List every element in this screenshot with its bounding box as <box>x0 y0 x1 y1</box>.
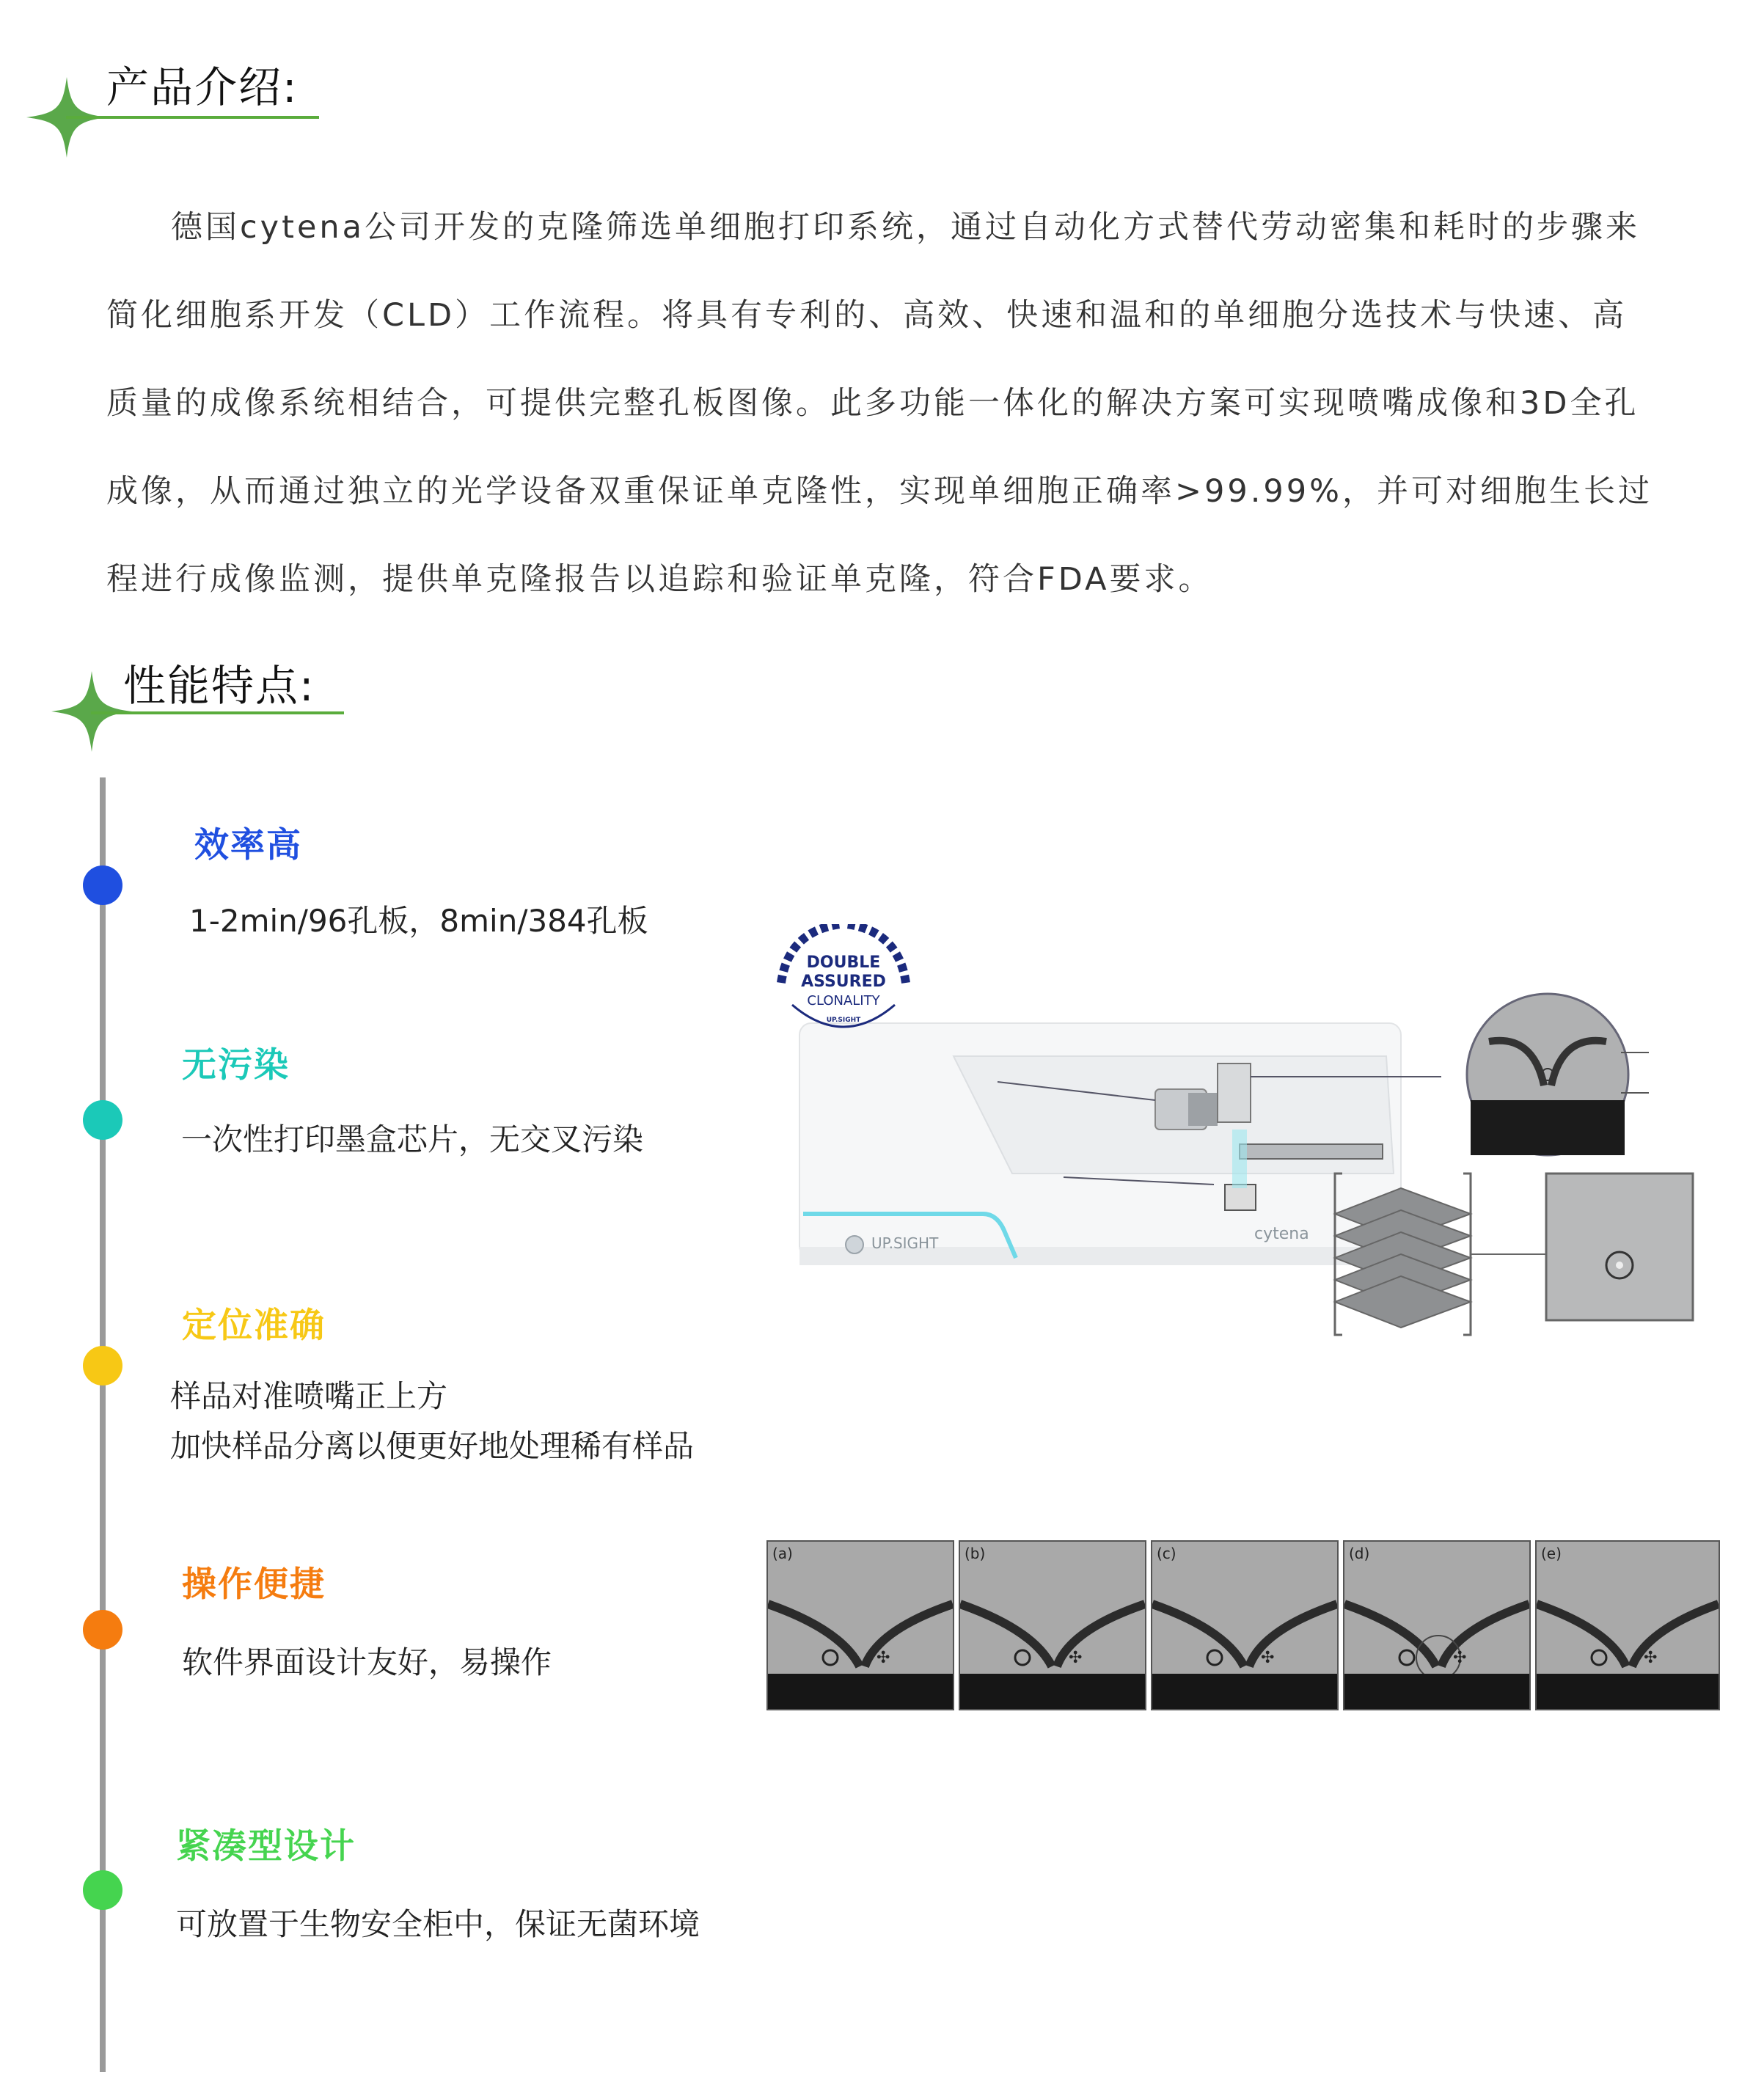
feature-title: 紧凑型设计 <box>176 1826 356 1867</box>
device-illustration <box>755 924 1727 1350</box>
badge-line: DOUBLE <box>806 953 881 972</box>
device-svg <box>755 924 1727 1350</box>
badge-line: CLONALITY <box>807 993 880 1008</box>
section-title-features: 性能特点: <box>123 661 315 711</box>
nozzle-panel <box>766 1540 954 1710</box>
feature-desc: 加快样品分离以便更好地处理稀有样品 <box>170 1428 695 1464</box>
title-underline <box>91 711 344 714</box>
nozzle-image-strip <box>766 1540 1719 1713</box>
panel-label: (e) <box>1541 1545 1562 1562</box>
title-underline <box>66 116 319 119</box>
nozzle-panel <box>1151 1540 1339 1710</box>
badge-line: UP.SIGHT <box>826 1017 861 1024</box>
timeline-dot <box>83 1610 122 1650</box>
feature-desc: 软件界面设计友好，易操作 <box>182 1644 552 1680</box>
svg-text:✣: ✣ <box>1453 1649 1467 1667</box>
feature-title: 效率高 <box>194 825 302 865</box>
device-label: UP.SIGHT <box>871 1234 939 1252</box>
feature-title: 操作便捷 <box>182 1564 326 1605</box>
timeline-dot <box>83 1346 122 1385</box>
intro-paragraph-block <box>106 183 1661 623</box>
nozzle-panel <box>1535 1540 1720 1710</box>
nozzle-panel <box>1343 1540 1531 1710</box>
badge-line: ASSURED <box>801 973 886 991</box>
timeline-dot <box>83 1870 122 1910</box>
svg-text:✣: ✣ <box>1644 1649 1658 1667</box>
timeline-dot <box>83 1100 122 1140</box>
feature-desc: 可放置于生物安全柜中，保证无菌环境 <box>176 1906 700 1942</box>
feature-title: 无污染 <box>182 1045 290 1086</box>
panel-label: (b) <box>965 1545 986 1562</box>
svg-text:✣: ✣ <box>1261 1649 1275 1667</box>
brand-logo-text: cytena <box>1254 1225 1309 1243</box>
badge <box>799 953 888 1030</box>
section-title-intro: 产品介绍: <box>106 62 299 112</box>
feature-desc: 样品对准喷嘴正上方 <box>170 1378 448 1414</box>
svg-text:✣: ✣ <box>1069 1649 1083 1667</box>
svg-text:✣: ✣ <box>876 1649 890 1667</box>
feature-desc: 一次性打印墨盒芯片，无交叉污染 <box>181 1121 644 1157</box>
nozzle-panel <box>959 1540 1146 1710</box>
feature-desc: 1-2min/96孔板，8min/384孔板 <box>189 903 648 939</box>
panel-label: (a) <box>772 1545 793 1562</box>
timeline-dot <box>83 865 122 905</box>
panel-label: (c) <box>1157 1545 1176 1562</box>
feature-title: 定位准确 <box>182 1306 326 1346</box>
intro-paragraph: 德国cytena公司开发的克隆筛选单细胞打印系统，通过自动化方式替代劳动密集和耗时的步骤来简化细胞系开发（CLD）工作流程。将具有专利的、高效、快速和温和的单细胞分选技术与快速、高质量的成像系统相结合，可提供完整孔板图像。此多功能一体化的解决方案可实现喷嘴成像和3D全孔成像，从而通过独立的光学设备双重保证单克隆性，实现单细胞正确率>99.99%，并可对细胞生长过程进行成像监测，提供单克隆报告以追踪和验证单克隆，符合FDA要求。 <box>106 209 1653 598</box>
panel-label: (d) <box>1349 1545 1370 1562</box>
